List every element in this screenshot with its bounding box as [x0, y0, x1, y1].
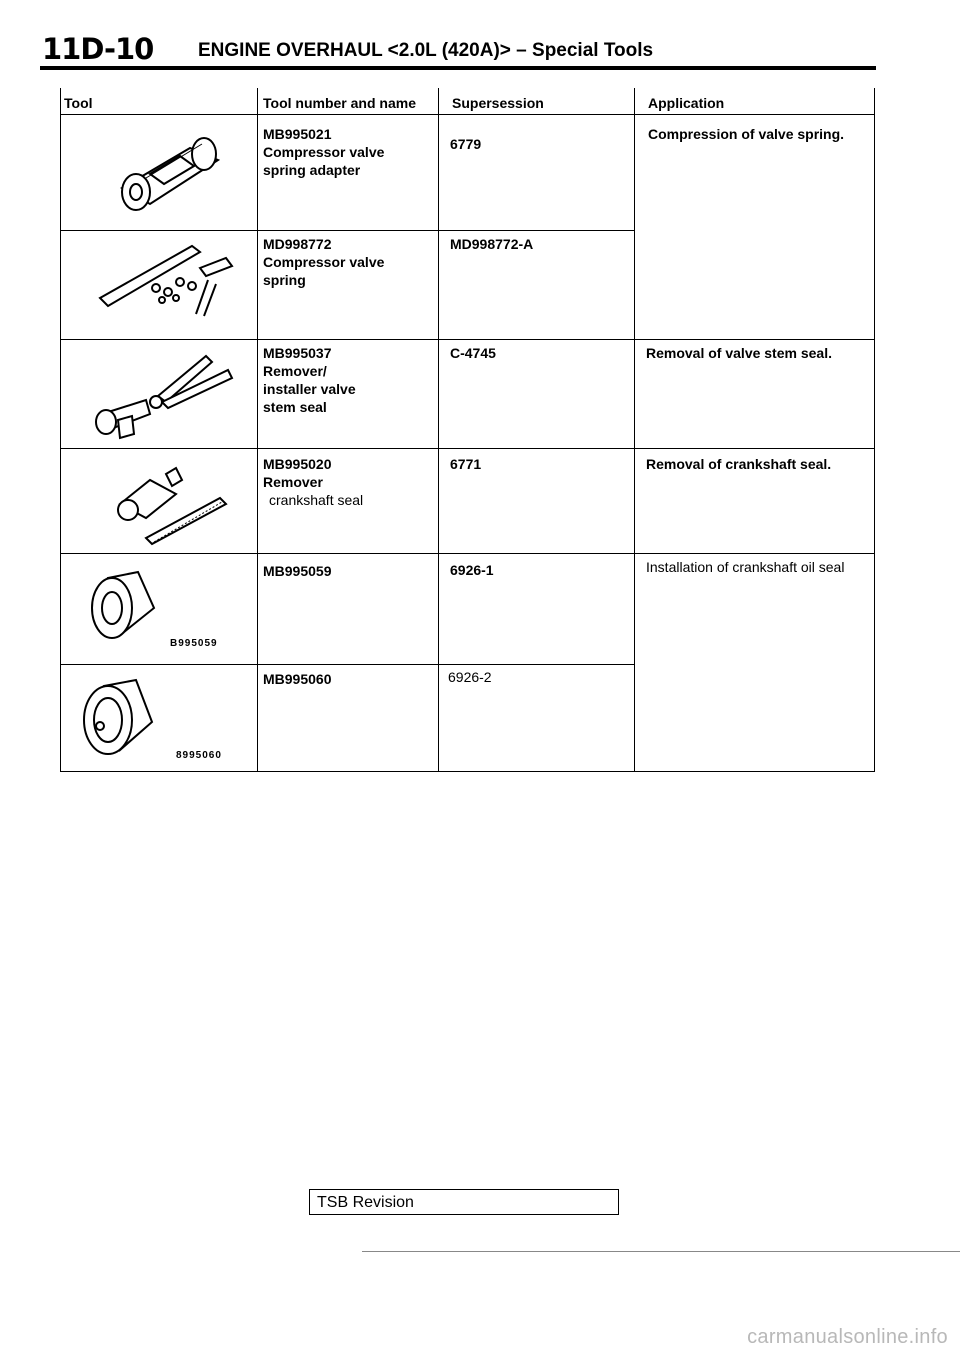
page-number: 11D-10	[42, 32, 154, 66]
header-row-divider	[60, 114, 875, 115]
tool-name-line: stem seal	[263, 399, 327, 415]
table-row	[263, 455, 363, 509]
tool-number: MB995059	[263, 563, 332, 579]
tool-name-line: spring adapter	[263, 162, 361, 178]
crankshaft-seal-installer-illustration	[86, 568, 166, 650]
tool-name-line: Remover/	[263, 363, 327, 379]
tsb-revision-box	[309, 1189, 619, 1215]
column-header-tool-number: Tool number and name	[263, 95, 416, 111]
tool-number: MB995037	[263, 345, 332, 361]
table-border-right	[874, 88, 875, 772]
row-divider	[60, 448, 875, 449]
watermark: carmanualsonline.info	[747, 1326, 948, 1348]
column-divider	[257, 88, 258, 772]
application-value: Removal of crankshaft seal.	[646, 456, 832, 472]
tool-name-line: Compressor valve	[263, 144, 385, 160]
table-row	[263, 235, 384, 289]
crankshaft-seal-remover-illustration	[110, 460, 240, 550]
tool-name-line: spring	[263, 272, 306, 288]
column-header-supersession: Supersession	[452, 95, 544, 111]
application-value: Removal of valve stem seal.	[646, 345, 832, 361]
tool-name-line: crankshaft seal	[269, 492, 364, 508]
supersession-value: C-4745	[450, 345, 496, 361]
footer-rule	[362, 1251, 960, 1252]
table-row	[263, 344, 356, 416]
table-border-bottom	[60, 771, 875, 772]
supersession-value: 6771	[450, 456, 482, 472]
tool-number: MD998772	[263, 236, 332, 252]
supersession-value: 6779	[450, 136, 482, 152]
application-value: Compression of valve spring.	[648, 126, 845, 142]
row-divider	[60, 553, 875, 554]
row-divider	[60, 664, 635, 665]
valve-stem-seal-remover-illustration	[88, 350, 238, 442]
table-row	[263, 125, 384, 179]
column-header-application: Application	[648, 95, 725, 111]
tsb-revision-label: TSB Revision	[317, 1194, 414, 1211]
supersession-value: 6926-1	[450, 562, 494, 578]
valve-spring-compressor-illustration	[96, 238, 246, 328]
row-divider	[60, 339, 875, 340]
tool-image-label: 8995060	[176, 750, 222, 761]
tool-number: MB995020	[263, 456, 332, 472]
page-title: ENGINE OVERHAUL <2.0L (420A)> – Special Tools	[198, 40, 654, 61]
crankshaft-seal-installer-illustration	[80, 676, 160, 764]
tool-name-line: Remover	[263, 474, 323, 490]
tool-number: MB995060	[263, 671, 332, 687]
column-divider	[438, 88, 439, 772]
supersession-value: MD998772-A	[450, 236, 534, 252]
column-divider	[634, 88, 635, 772]
tool-number: MB995021	[263, 126, 332, 142]
tool-name-line: installer valve	[263, 381, 356, 397]
tool-name-line: Compressor valve	[263, 254, 385, 270]
header-rule	[40, 66, 876, 70]
box-tick	[618, 1189, 619, 1205]
table-border-left	[60, 88, 61, 772]
special-tools-table	[60, 88, 875, 772]
row-divider	[60, 230, 635, 231]
tool-image-label: B995059	[170, 638, 218, 649]
supersession-value: 6926-2	[448, 669, 492, 685]
valve-spring-adapter-illustration	[110, 130, 230, 220]
column-header-tool: Tool	[64, 95, 93, 111]
application-value: Installation of crankshaft oil seal	[646, 559, 845, 575]
